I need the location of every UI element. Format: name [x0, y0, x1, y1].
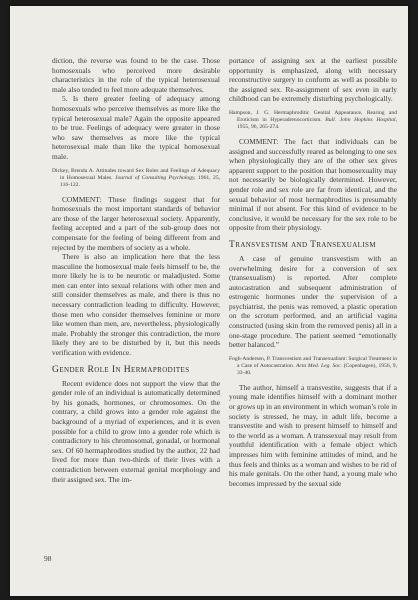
comment-paragraph: COMMENT: These findings suggest that for homosexuals the most important standards of behavior are those of the larger heterosexual society. Apparently, feeling accepted and a part of the sub-group does not compensate for the feeling of being different from and rejected by the members of society as a whole.	[52, 194, 220, 252]
journal-page	[10, 6, 408, 596]
paragraph: A case of genuine transvestism with an overwhelming desire for a conversion of sex (transexualism) is reported. After complete autocastration and subsequent administration of estrogenic hormones under the supervision of a psychiatrist, the penis was removed, a plastic operation on the scrotum performed, and an artificial vagina constructed (using skin from the removed penis) all in a one-stage procedure. The patient seemed “emotionally better balanced.”	[229, 253, 397, 350]
section-heading: Gender Role In Hermaprodites	[52, 363, 190, 375]
paragraph: There is also an implication here that the less masculine the homosexual male feels himself to be, the more likely he is to be neurotic or maladjusted. Some men can enter into sexual relations with other men and still consider themselves as male, and there is thus no necessary contradiction leading to difficulty. However, those men who consider themselves feminine or more like women than men, are, nevertheless, physiologically male. Probably the stronger this contradiction, the more likely they are to be disturbed by it, but this needs verification with evidence.	[52, 252, 220, 358]
page-number: 98	[44, 554, 52, 563]
right-column	[229, 56, 397, 488]
paragraph: portance of assigning sex at the earliest possible opportunity is emphasized, along with necessary reconstructive surgery to conform as well as possible to the assigned sex. Re-assignment of sex even in early childhood can be extremely disturbing psychologically.	[229, 56, 397, 104]
paragraph: diction, the reverse was found to be the case. Those homosexuals who perceived more desirable characteristics in the role of the typical heterosexual male also tended to feel more adequate themselves.	[52, 56, 220, 94]
reference-citation: Hampson, J. G. Hermaphroditic Genital Appearance, Rearing and Eroticism in Hyperadrenocorticism. Bull. John Hopkins Hospital, 1955, 96, 265-274.	[229, 109, 397, 130]
reference-citation: Fogh-Andersen, P. Transvestism and Transexualism: Surgical Treatment in a Case of Autocastration. Acta Med. Leg. Soc. (Copenhagen), 1956, 9, 33-40.	[229, 355, 398, 376]
left-column	[52, 56, 220, 484]
paragraph: The author, himself a transvestite, suggests that if a young male identifies himself with a dominant mother or grows up in an environment in which woman’s role in society is stressed, he may, in adult life, become a transvestite and wish to present himself to himself and to the world as a woman. A transsexual may result from youthful identification with a female object which impresses him with feminine attitudes of mind, and he thus feels and thinks as a woman and wishes to be rid of his male genitals. On the other hand, a young male who becomes impressed by the sexual side	[229, 382, 397, 488]
comment-paragraph: COMMENT: The fact that individuals can be assigned and successfully reared as belonging to one sex when physiologically they are of the other sex gives apparent support to the position that homosexuality may not necessarily be biologically determined. However, gender role and sex role are far from identical, and the sexual behavior of most hermaphrodites is presumably minimal if not absent. For this kind of evidence to be conclusive, it would be necessary for the sex role to be opposite from their physiology.	[229, 136, 397, 233]
paragraph: 5. Is there greater feeling of adequacy among homosexuals who perceive themselves as more like the typical heterosexual male? Again the opposite appeared to be true. Feelings of adequacy were greater in those who saw themselves as more like the typical heterosexual male than like the typical homosexual male.	[52, 94, 220, 161]
reference-citation: Dickey, Brenda A. Attitudes toward Sex Roles and Feelings of Adequacy in Homosexual Males. Journal of Consulting Psychology, 1961, 25, 116-122.	[52, 167, 221, 188]
paragraph: Recent evidence does not support the view that the gender role of an individual is automatically determined by his gonads, hormones, or chromosomes. On the contrary, a child grows into a gender role against the background of a myriad of experiences, and it is even possible for a child to grow into a gender role which is contradictory to his chromosomal, gonadal, or hormonal sex. Of 60 hermaphrodites studied by the author, 22 had lived for more than two-thirds of their lives with a contradiction between external genital morphology and their assigned sex. The im-	[52, 378, 220, 484]
section-heading: Transvestism and Transexualism	[229, 238, 376, 250]
